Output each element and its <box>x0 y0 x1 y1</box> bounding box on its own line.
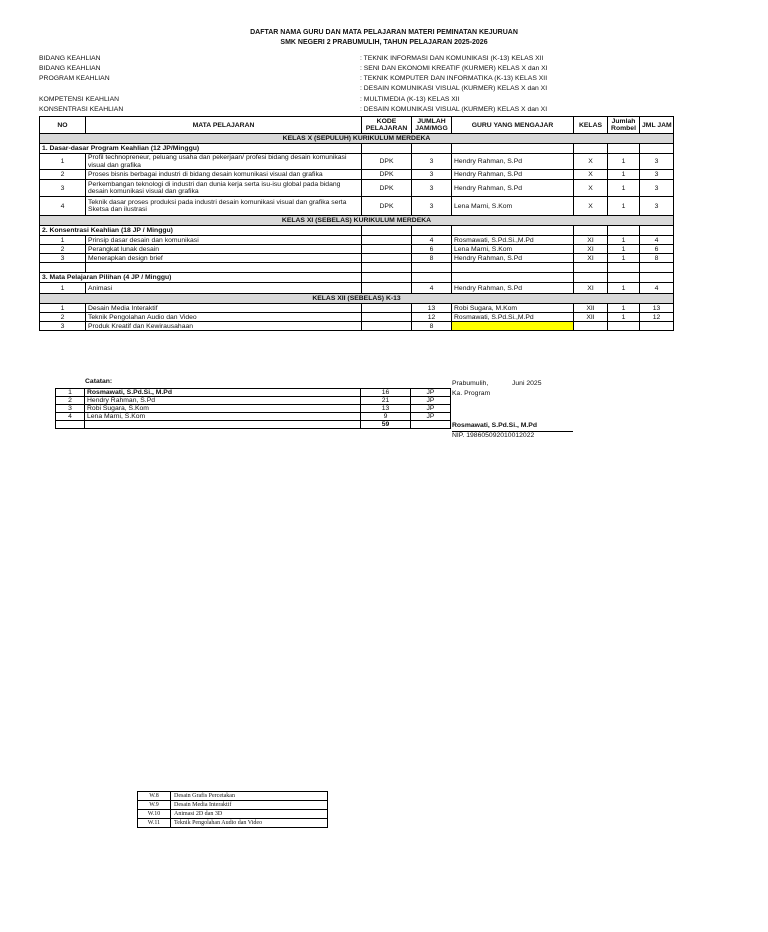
col-header-jumlah: JUMLAH JAM/MGG <box>412 117 452 134</box>
cell-jml: 3 <box>640 180 674 197</box>
legend-desc: Teknik Pengolahan Audio dan Video <box>171 819 328 828</box>
notes-no: 2 <box>56 397 85 405</box>
cell-no: 3 <box>40 254 86 263</box>
notes-jp: 9 <box>361 413 411 421</box>
cell-guru: Rosmawati, S.Pd.Si.,M.Pd <box>452 313 574 322</box>
info-label: PROGRAM KEAHLIAN <box>39 75 110 82</box>
table-row <box>40 197 674 216</box>
cell-kode: DPK <box>362 197 412 216</box>
notes-jp: 21 <box>361 397 411 405</box>
notes-title: Catatan: <box>85 378 113 385</box>
cell-rombel: 1 <box>608 254 640 263</box>
cell-guru: Hendry Rahman, S.Pd <box>452 154 574 170</box>
cell-kelas <box>574 322 608 331</box>
section-title: KELAS X (SEPULUH) KURIKULUM MERDEKA <box>40 134 674 144</box>
table-row <box>40 245 674 254</box>
cell-jumlah: 3 <box>412 154 452 170</box>
cell-kelas: X <box>574 170 608 180</box>
table-row <box>40 283 674 294</box>
sign-date: Juni 2025 <box>512 380 542 387</box>
cell-rombel: 1 <box>608 236 640 245</box>
info-label: BIDANG KEAHLIAN <box>39 65 101 72</box>
cell-guru: Hendry Rahman, S.Pd <box>452 254 574 263</box>
cell-no: 1 <box>40 236 86 245</box>
cell-mapel: Teknik Pengolahan Audio dan Video <box>86 313 362 322</box>
cell-jumlah: 3 <box>412 170 452 180</box>
cell-kelas: XI <box>574 245 608 254</box>
group-title: 1. Dasar-dasar Program Keahlian (12 JP/Minggu) <box>40 144 362 154</box>
cell-mapel: Animasi <box>86 283 362 294</box>
section-row <box>40 134 674 144</box>
cell-rombel: 1 <box>608 197 640 216</box>
cell-jml: 6 <box>640 245 674 254</box>
notes-row <box>56 397 451 405</box>
cell-mapel: Menerapkan design brief <box>86 254 362 263</box>
cell-guru: Rosmawati, S.Pd.Si.,M.Pd <box>452 236 574 245</box>
cell-guru: Lena Marni, S.Kom <box>452 197 574 216</box>
notes-unit: JP <box>411 413 451 421</box>
col-header-rombel: Jumlah Rombel <box>608 117 640 134</box>
cell-guru: Lena Marni, S.Kom <box>452 245 574 254</box>
group-row <box>40 226 674 236</box>
cell-no: 1 <box>40 283 86 294</box>
cell-kelas: X <box>574 180 608 197</box>
table-row <box>40 236 674 245</box>
cell-mapel: Perkembangan teknologi di industri dan dunia kerja serta isu-isu global pada bidang desain komunikasi visual dan grafika <box>86 180 362 197</box>
cell-guru: Hendry Rahman, S.Pd <box>452 170 574 180</box>
cell-no: 3 <box>40 322 86 331</box>
cell-jumlah: 3 <box>412 180 452 197</box>
notes-row <box>56 405 451 413</box>
cell-mapel: Proses bisnis berbagai industri di bidang desain komunikasi visual dan grafika <box>86 170 362 180</box>
group-row <box>40 144 674 154</box>
cell-jml: 8 <box>640 254 674 263</box>
spacer-row <box>40 263 674 273</box>
cell-jml: 3 <box>640 197 674 216</box>
cell-rombel: 1 <box>608 313 640 322</box>
section-title: KELAS XI (SEBELAS) KURIKULUM MERDEKA <box>40 216 674 226</box>
notes-row <box>56 413 451 421</box>
cell-jumlah: 13 <box>412 304 452 313</box>
notes-unit: JP <box>411 389 451 397</box>
legend-table <box>137 791 328 828</box>
cell-jml: 4 <box>640 236 674 245</box>
group-title: 3. Mata Pelajaran Pilihan (4 JP / Minggu) <box>40 273 362 283</box>
cell-mapel: Profil technopreneur, peluang usaha dan pekerjaan/ profesi bidang desain komunikasi visual dan grafika <box>86 154 362 170</box>
cell-rombel <box>608 322 640 331</box>
legend-code: W.8 <box>138 792 171 801</box>
table-row <box>40 322 674 331</box>
col-header-guru: GURU YANG MENGAJAR <box>452 117 574 134</box>
cell-rombel: 1 <box>608 245 640 254</box>
notes-name: Lena Marni, S.Kom <box>85 413 361 421</box>
cell-mapel: Produk Kreatif dan Kewirausahaan <box>86 322 362 331</box>
cell-rombel: 1 <box>608 283 640 294</box>
legend-code: W.10 <box>138 810 171 819</box>
section-row <box>40 216 674 226</box>
cell-jml: 3 <box>640 170 674 180</box>
cell-kelas: XII <box>574 313 608 322</box>
notes-no: 3 <box>56 405 85 413</box>
cell-no: 1 <box>40 304 86 313</box>
cell-kelas: XI <box>574 283 608 294</box>
notes-total-row <box>56 421 451 429</box>
group-title: 2. Konsentrasi Keahlian (18 JP / Minggu) <box>40 226 362 236</box>
col-header-jml-jam: JML JAM <box>640 117 674 134</box>
table-row <box>40 170 674 180</box>
schedule-table <box>39 116 674 331</box>
info-label: KONSENTRASI KEAHLIAN <box>39 106 124 113</box>
cell-kode: DPK <box>362 180 412 197</box>
legend-code: W.11 <box>138 819 171 828</box>
cell-rombel: 1 <box>608 304 640 313</box>
cell-kelas: XI <box>574 236 608 245</box>
cell-no: 4 <box>40 197 86 216</box>
sign-name: Rosmawati, S.Pd.Si., M.Pd <box>452 422 537 429</box>
cell-mapel: Prinsip dasar desain dan komunikasi <box>86 236 362 245</box>
notes-unit: JP <box>411 397 451 405</box>
info-value: : TEKNIK KOMPUTER DAN INFORMATIKA (K-13) KELAS XII <box>360 75 548 82</box>
info-value: : DESAIN KOMUNIKASI VISUAL (KURMER) KELAS X dan XI <box>360 106 548 113</box>
document-subtitle: SMK NEGERI 2 PRABUMULIH, TAHUN PELAJARAN 2025-2026 <box>280 39 488 46</box>
legend-row <box>138 810 328 819</box>
info-value: : SENI DAN EKONOMI KREATIF (KURMER) KELAS X dan XI <box>360 65 548 72</box>
info-label: KOMPETENSI KEAHLIAN <box>39 96 120 103</box>
cell-rombel: 1 <box>608 170 640 180</box>
table-row <box>40 180 674 197</box>
notes-table <box>55 388 451 429</box>
cell-mapel: Desain Media Interaktif <box>86 304 362 313</box>
col-header-kelas: KELAS <box>574 117 608 134</box>
notes-no: 4 <box>56 413 85 421</box>
notes-jp: 16 <box>361 389 411 397</box>
legend-desc: Desain Media Interaktif <box>171 801 328 810</box>
notes-row <box>56 389 451 397</box>
info-value: : DESAIN KOMUNIKASI VISUAL (KURMER) KELAS X dan XI <box>360 85 548 92</box>
notes-jp: 13 <box>361 405 411 413</box>
legend-desc: Animasi 2D dan 3D <box>171 810 328 819</box>
sign-nip: NIP. 198605092010012022 <box>452 432 535 439</box>
cell-kode: DPK <box>362 170 412 180</box>
notes-name: Robi Sugara, S.Kom <box>85 405 361 413</box>
legend-row <box>138 792 328 801</box>
cell-kelas: XI <box>574 254 608 263</box>
cell-jumlah: 8 <box>412 322 452 331</box>
legend-code: W.9 <box>138 801 171 810</box>
col-header-kode: KODE PELAJARAN <box>362 117 412 134</box>
cell-jumlah: 4 <box>412 236 452 245</box>
cell-no: 2 <box>40 313 86 322</box>
cell-kelas: XII <box>574 304 608 313</box>
cell-kode: DPK <box>362 154 412 170</box>
cell-guru: Robi Sugara, M.Kom <box>452 304 574 313</box>
cell-guru: Hendry Rahman, S.Pd <box>452 283 574 294</box>
col-header-no: NO <box>40 117 86 134</box>
sign-role: Ka. Program <box>452 390 491 397</box>
table-row <box>40 304 674 313</box>
cell-kelas: X <box>574 197 608 216</box>
info-label: BIDANG KEAHLIAN <box>39 55 101 62</box>
cell-rombel: 1 <box>608 154 640 170</box>
section-row <box>40 294 674 304</box>
cell-no: 2 <box>40 245 86 254</box>
section-title: KELAS XII (SEBELAS) K-13 <box>40 294 674 304</box>
sign-place: Prabumulih, <box>452 380 489 387</box>
table-header-row <box>40 117 674 134</box>
cell-no: 3 <box>40 180 86 197</box>
cell-guru: Hendry Rahman, S.Pd <box>452 180 574 197</box>
cell-rombel: 1 <box>608 180 640 197</box>
group-row <box>40 273 674 283</box>
document-title: DAFTAR NAMA GURU DAN MATA PELAJARAN MATERI PEMINATAN KEJURUAN <box>250 29 518 36</box>
info-value: : TEKNIK INFORMASI DAN KOMUNIKASI (K-13) KELAS XII <box>360 55 544 62</box>
cell-mapel: Teknik dasar proses produksi pada industri desain komunikasi visual dan grafika serta Sketsa dan ilustrasi <box>86 197 362 216</box>
cell-jumlah: 12 <box>412 313 452 322</box>
cell-no: 2 <box>40 170 86 180</box>
cell-jml <box>640 322 674 331</box>
legend-desc: Desain Grafis Percetakan <box>171 792 328 801</box>
notes-unit: JP <box>411 405 451 413</box>
cell-jumlah: 8 <box>412 254 452 263</box>
cell-jumlah: 4 <box>412 283 452 294</box>
table-row <box>40 254 674 263</box>
notes-name: Hendry Rahman, S.Pd <box>85 397 361 405</box>
cell-jml: 3 <box>640 154 674 170</box>
cell-mapel: Perangkat lunak desain <box>86 245 362 254</box>
legend-row <box>138 801 328 810</box>
cell-jumlah: 3 <box>412 197 452 216</box>
cell-kelas: X <box>574 154 608 170</box>
cell-guru-empty <box>452 322 574 331</box>
info-value: : MULTIMEDIA (K-13) KELAS XII <box>360 96 460 103</box>
table-row <box>40 154 674 170</box>
cell-jml: 12 <box>640 313 674 322</box>
col-header-mapel: MATA PELAJARAN <box>86 117 362 134</box>
cell-jumlah: 6 <box>412 245 452 254</box>
cell-no: 1 <box>40 154 86 170</box>
cell-jml: 4 <box>640 283 674 294</box>
table-row <box>40 313 674 322</box>
notes-no: 1 <box>56 389 85 397</box>
legend-row <box>138 819 328 828</box>
cell-jml: 13 <box>640 304 674 313</box>
notes-total: 59 <box>361 421 411 429</box>
notes-name: Rosmawati, S.Pd.Si., M.Pd <box>85 389 361 397</box>
